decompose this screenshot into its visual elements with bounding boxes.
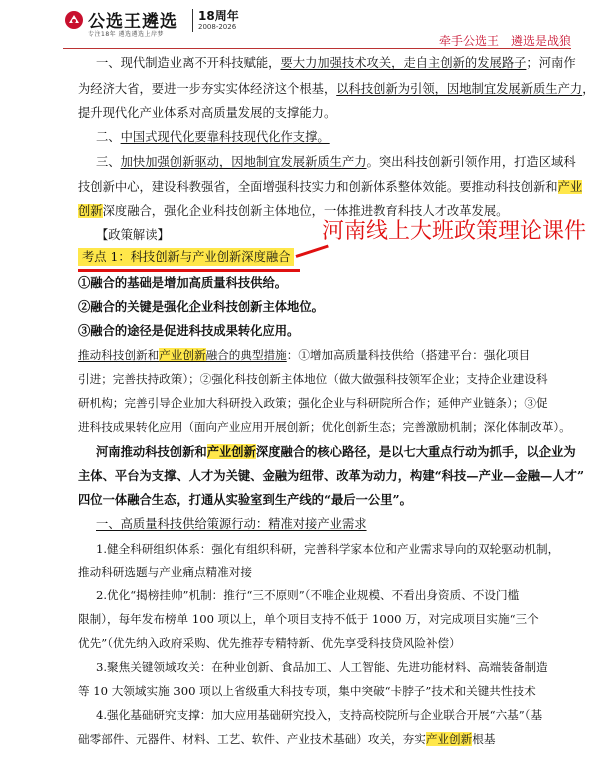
logo-icon — [64, 10, 84, 30]
measures-line-4: 进科技成果转化应用（面向产业应用开展创新；优化创新生态；完善激励机制；深化体制改革）。 — [78, 420, 571, 434]
paragraph-1-line-2: 为经济大省，要进一步夯实实体经济这个根基，以科技创新为引领，因地制宜发展新质生产力， — [78, 82, 595, 96]
measures-line-3: 研机构；完善引导企业加大科研投入政策；强化企业与科研院所合作；延伸产业链条）；③促 — [78, 396, 548, 410]
interpretation-heading: 【政策解读】 — [96, 228, 170, 242]
paragraph-3-line-2: 技创新中心，建设科教强省，全面增强科技实力和创新体系整体效能。要推动科技创新和产业 — [78, 180, 583, 194]
item-2-line-2: 限制），每年发布榜单 100 项以上，单个项目支持不低于 1000 万，对完成项目实施“三个 — [78, 612, 539, 626]
core-path-line-1: 河南推动科技创新和产业创新深度融合的核心路径，是以七大重点行动为抓手，以企业为 — [96, 444, 576, 459]
paragraph-1-line-1: 一、现代制造业离不开科技赋能，要大力加强技术攻关，走自主创新的发展路子；河南作 — [96, 56, 576, 70]
anniversary-title: 18周年 — [198, 9, 239, 23]
paragraph-3-line-3: 创新深度融合，强化企业科技创新主体地位，一体推进教育科技人才改革发展。 — [78, 204, 509, 218]
anniversary-badge — [192, 9, 239, 32]
paragraph-3-line-1: 三、加快加强创新驱动，因地制宜发展新质生产力。突出科技创新引领作用，打造区域科 — [96, 155, 576, 169]
measures-line-2: 引进；完善扶持政策）；②强化科技创新主体地位（做大做强科技领军企业；支持企业建设科 — [78, 372, 548, 386]
item-4-line-1: 4.强化基础研究支撑：加大应用基础研究投入，支持高校院所与企业联合开展“六基”（基 — [96, 708, 543, 722]
point-1: ①融合的基础是增加高质量科技供给。 — [78, 275, 288, 290]
core-path-line-3: 四位一体融合生态，打通从实验室到生产线的“最后一公里”。 — [78, 492, 412, 507]
measures-line-1: 推动科技创新和产业创新融合的典型措施：①增加高质量科技供给（搭建平台：强化项目 — [78, 348, 531, 362]
item-1-line-1: 1.健全科研组织体系：强化有组织科研，完善科学家本位和产业需求导向的双轮驱动机制， — [96, 542, 560, 556]
section-1-title: 一、高质量科技供给策源行动：精准对接产业需求 — [96, 517, 367, 531]
core-path-line-2: 主体、平台为支撑、人才为关键、金融为纽带、改革为动力，构建“科技—产业—金融—人才” — [78, 468, 585, 483]
logo-name: 公选王遴选 — [88, 12, 178, 32]
page-header — [0, 0, 609, 48]
red-underline-mark — [78, 269, 300, 272]
point-3: ③融合的途径是促进科技成果转化应用。 — [78, 323, 300, 338]
anniversary-years: 2008-2026 — [198, 23, 237, 31]
point-2: ②融合的关键是强化企业科技创新主体地位。 — [78, 299, 324, 314]
course-banner: 河南线上大班政策理论课件 — [322, 219, 587, 244]
header-slogan: 牵手公选王 遴选是战狼 — [438, 34, 571, 48]
item-2-line-1: 2.优化“揭榜挂帅”机制：推行“三不原则”（不唯企业规模、不看出身资质、不设门槛 — [96, 588, 520, 602]
item-3-line-1: 3.聚焦关键领域攻关：在种业创新、食品加工、人工智能、先进功能材料、高端装备制造 — [96, 660, 548, 674]
red-slash-mark — [296, 245, 329, 258]
paragraph-2: 二、中国式现代化要靠科技现代化作支撑。 — [96, 130, 330, 144]
header-divider — [63, 48, 571, 49]
paragraph-1-line-3: 提升现代化产业体系对高质量发展的支撑能力。 — [78, 106, 337, 120]
item-3-line-2: 等 10 大领域实施 300 项以上省级重大科技专项，集中突破“卡脖子”技术和关键共性技术 — [78, 684, 536, 698]
item-2-line-3: 优先”（优先纳入政府采购、优先推荐专精特新、优先享受科技贷风险补偿） — [78, 636, 461, 650]
logo-tagline: 专注18年 遴选遴选上岸梦 — [88, 31, 165, 38]
exam-point-label: 考点 1：科技创新与产业创新深度融合 — [78, 248, 294, 266]
item-1-line-2: 推动科研选题与产业痛点精准对接 — [78, 565, 252, 579]
item-4-line-2: 础零部件、元器件、材料、工艺、软件、产业技术基础）攻关，夯实产业创新根基 — [78, 732, 496, 746]
